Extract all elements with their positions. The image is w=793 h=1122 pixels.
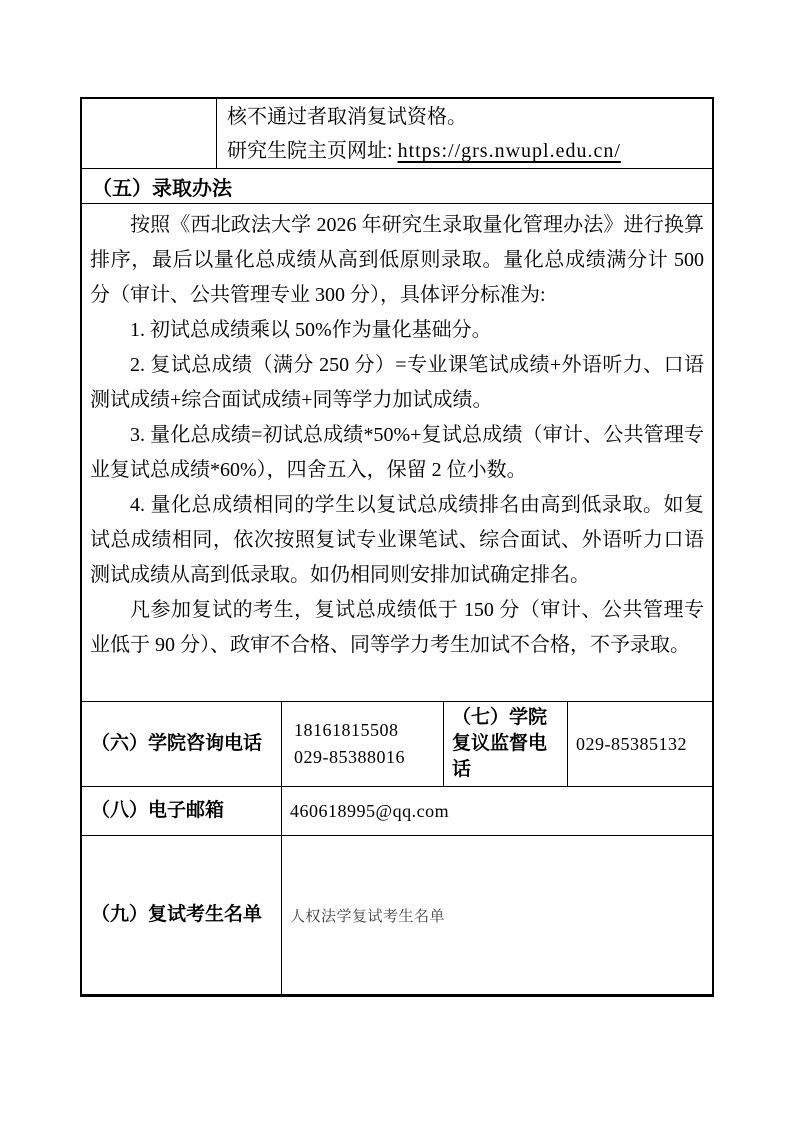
continued-row bbox=[82, 99, 712, 169]
homepage-label: 研究生院主页网址: bbox=[227, 140, 398, 162]
consult-phone-2: 029-85388016 bbox=[294, 747, 405, 767]
admission-rule-4: 4. 量化总成绩相同的学生以复试总成绩排名由高到低录取。如复试总成绩相同，依次按照复试专业课笔试、综合面试、外语听力口语测试成绩从高到低录取。如仍相同则安排加试确定排名。 bbox=[90, 494, 704, 586]
candidate-list-value: 人权法学复试考生名单 bbox=[281, 836, 712, 994]
procedures-table bbox=[80, 97, 714, 997]
admission-body-cell bbox=[82, 204, 712, 701]
consult-phone-label: （六）学院咨询电话 bbox=[91, 733, 263, 754]
supervise-phone-label: （七）学院复议监督电话 bbox=[443, 702, 567, 786]
admission-body-row bbox=[82, 204, 712, 702]
candidate-list-row bbox=[82, 836, 712, 994]
admission-section-title: （五）录取办法 bbox=[92, 177, 232, 200]
continued-text-cell bbox=[216, 99, 712, 168]
admission-rule-2: 2. 复试总成绩（满分 250 分）=专业课笔试成绩+外语听力、口语测试成绩+综合面试成绩+同等学力加试成绩。 bbox=[90, 354, 704, 411]
phones-row bbox=[82, 702, 712, 787]
continued-line1: 核不通过者取消复试资格。 bbox=[227, 106, 467, 128]
email-value: 460618995@qq.com bbox=[281, 787, 712, 835]
admission-rule-3: 3. 量化总成绩=初试总成绩*50%+复试总成绩（审计、公共管理专业复试总成绩*60%），四舍五入，保留 2 位小数。 bbox=[90, 424, 704, 481]
continued-empty-cell bbox=[82, 99, 216, 168]
admission-title-row bbox=[82, 169, 712, 204]
consult-phone-values bbox=[281, 702, 443, 786]
email-label: （八）电子邮箱 bbox=[91, 800, 225, 821]
supervise-phone-value: 029-85385132 bbox=[567, 702, 712, 786]
email-row bbox=[82, 787, 712, 836]
admission-paragraph: 按照《西北政法大学 2026 年研究生录取量化管理办法》进行换算排序，最后以量化总成绩从高到低原则录取。量化总成绩满分计 500 分（审计、公共管理专业 300 分），具体评分标准为: bbox=[90, 214, 704, 306]
admission-disqualification-note: 凡参加复试的考生，复试总成绩低于 150 分（审计、公共管理专业低于 90 分）、政审不合格、同等学力考生加试不合格，不予录取。 bbox=[90, 599, 704, 656]
candidate-list-label: （九）复试考生名单 bbox=[91, 904, 263, 925]
consult-phone-1: 18161815508 bbox=[294, 720, 399, 740]
homepage-url-link[interactable]: https://grs.nwupl.edu.cn/ bbox=[397, 140, 621, 162]
homepage-line bbox=[227, 134, 702, 168]
admission-rule-1: 1. 初试总成绩乘以 50%作为量化基础分。 bbox=[130, 319, 492, 341]
